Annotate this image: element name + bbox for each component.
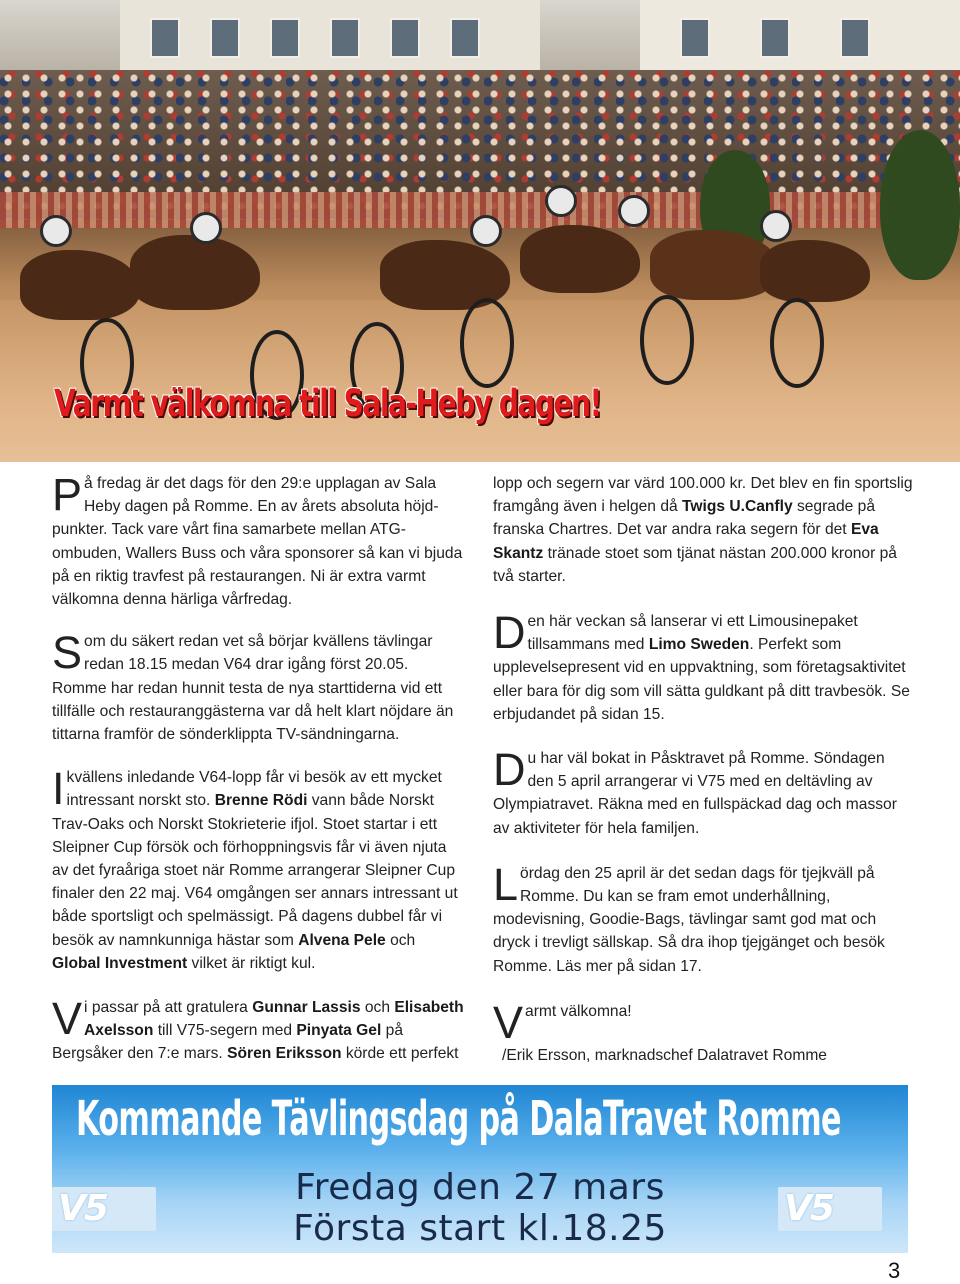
- person-name: Sören Eriksson: [227, 1045, 342, 1063]
- hero-driver: [190, 212, 222, 244]
- drop-cap: D: [493, 607, 526, 659]
- article-paragraph: Vi passar på att gratulera Gunnar Lassis och Elisabeth Axelsson till V75-segern med Pinyata Gel på Bergsåker den 7:e mars. Sören Eriksson körde ett perfekt: [52, 993, 464, 1063]
- article-paragraph: I kvällens inledande V64-lopp får vi besök av ett mycket intressant norskt sto. Brenne Rödi vann både Norskt Trav-Oaks och Norskt Stokrieterie ifjol. Stoet startar i ett Sleipner Cup försök och förhoppningsvis får vi även njuta av det fyraåriga stoet när Romme arrangerar Sleipner Cup finaler den 22 maj. V64 omgången ser annars intressant ut både sportsligt och spelmässigt. På dagens dubbel får vi besök av namnkunniga hästar som Alvena Pele och Global Investment vilket är riktigt kul.: [52, 763, 458, 972]
- article-paragraph: På fredag är det dags för den 29:e upplagan av Sala Heby dagen på Romme. En av årets absoluta höjd-punkter. Tack vare vårt fina samarbete mellan ATG-ombuden, Wallers Buss och våra sponsorer så kan vi bjuda på en riktig travfest på restaurangen. Ni är extra varmt välkomna denna härliga vårfredag.: [52, 469, 463, 609]
- hero-sulky-wheel: [460, 298, 514, 388]
- hero-sulky-wheel: [770, 298, 824, 388]
- banner-start-time: Första start kl.18.25: [293, 1208, 667, 1249]
- drop-cap: I: [52, 763, 65, 815]
- building-window: [330, 18, 360, 58]
- next-race-banner: [52, 1085, 908, 1253]
- article-paragraph: lopp och segern var värd 100.000 kr. Det blev en fin sportslig framgång även i helgen då Twigs U.Canfly segrade på franska Chartres. Det var andra raka segern för det Eva Skantz tränade stoet som tjänat nästan 200.000 kronor på två starter.: [493, 475, 913, 585]
- article-paragraph: Du har väl bokat in Påsktravet på Romme. Söndagen den 5 april arrangerar vi V75 med en deltävling av Olympiatravet. Räkna med en fullspäckad dag och massor av aktiviteter för hela familjen.: [493, 744, 897, 837]
- hero-driver: [545, 185, 577, 217]
- horse-name: Alvena Pele: [298, 931, 386, 949]
- horse-name: Twigs U.Canfly: [682, 498, 793, 516]
- drop-cap: V: [52, 993, 83, 1045]
- article-column-right: [493, 472, 913, 1067]
- person-name: Gunnar Lassis: [252, 999, 361, 1017]
- hero-driver: [618, 195, 650, 227]
- building-window: [760, 18, 790, 58]
- article-paragraph: Den här veckan så lanserar vi ett Limousinepaket tillsammans med Limo Sweden. Perfekt som upplevelsepresent vid en uppvaktning, som företagsaktivitet eller bara för dig som vill sätta guldkant på ditt travbesök. Se erbjudandet på sidan 15.: [493, 607, 910, 723]
- v5-logo-text: V5: [784, 1188, 833, 1229]
- hero-horse: [760, 240, 870, 302]
- building-window: [150, 18, 180, 58]
- banner-date: Fredag den 27 mars: [295, 1167, 665, 1208]
- company-name: Limo Sweden: [648, 636, 750, 654]
- drop-cap: D: [493, 744, 526, 796]
- hero-tree: [880, 130, 960, 280]
- hero-horse: [520, 225, 640, 293]
- hero-sulky-wheel: [640, 295, 694, 385]
- drop-cap: S: [52, 627, 83, 679]
- hero-driver: [760, 210, 792, 242]
- building-window: [680, 18, 710, 58]
- article-paragraph: Lördag den 25 april är det sedan dags för tjejkväll på Romme. Du kan se fram emot underhållning, modevisning, Goodie-Bags, tävlingar samt god mat och dryck i trevligt sällskap. Så dra ihop tjejgänget och besök Romme. Läs mer på sidan 17.: [493, 858, 885, 975]
- building-window: [270, 18, 300, 58]
- article-paragraph: Som du säkert redan vet så börjar kvällens tävlingar redan 18.15 medan V64 drar igång först 20.05. Romme har redan hunnit testa de nya starttiderna vid ett tillfälle och restauranggästerna var då helt klart nöjdare än tittarna framför de sönderklippta TV-sändningarna.: [52, 627, 454, 744]
- v5-logo-text: V5: [58, 1188, 107, 1229]
- hero-horse: [130, 235, 260, 310]
- person-name: Eva Skantz: [493, 521, 879, 562]
- building-window: [390, 18, 420, 58]
- drop-cap: P: [52, 469, 83, 520]
- article-headline: Varmt välkomna till Sala-Heby dagen!: [54, 382, 601, 425]
- building-window: [840, 18, 870, 58]
- hero-driver: [40, 215, 72, 247]
- horse-name: Brenne Rödi: [214, 792, 308, 810]
- horse-name: Global Investment: [52, 954, 188, 972]
- building-window: [450, 18, 480, 58]
- article-column-left: [52, 469, 466, 1066]
- hero-driver: [470, 215, 502, 247]
- article-signature: /Erik Ersson, marknadschef Dalatravet Romme: [502, 1047, 827, 1065]
- hero-horse: [20, 250, 140, 320]
- horse-name: Pinyata Gel: [296, 1022, 382, 1040]
- drop-cap: L: [493, 858, 519, 910]
- page-number: 3: [888, 1258, 901, 1283]
- article-paragraph: Varmt välkomna!: [493, 996, 632, 1048]
- hero-photo: [0, 0, 960, 462]
- drop-cap: V: [493, 996, 524, 1048]
- banner-title: Kommande Tävlingsdag på DalaTravet Romme: [76, 1091, 841, 1147]
- person-name: Elisabeth Axelsson: [84, 999, 464, 1040]
- building-window: [210, 18, 240, 58]
